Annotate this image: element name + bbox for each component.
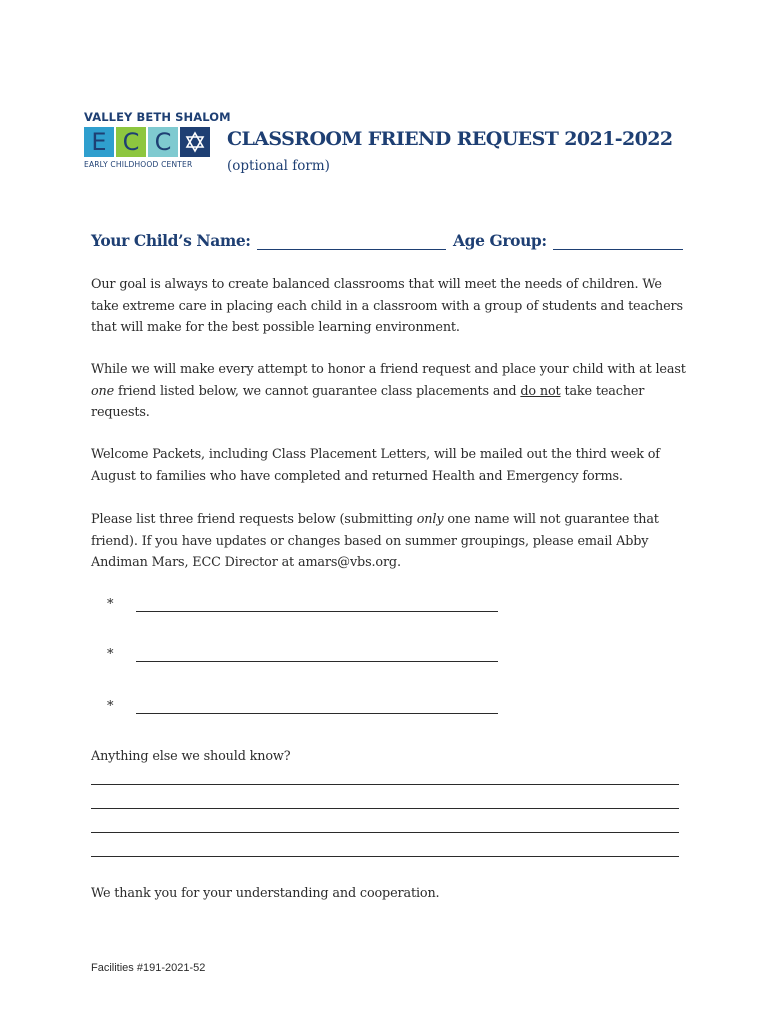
closing-text: We thank you for your understanding and cooperation. [91,886,440,901]
friend-request-1 [107,597,498,612]
logo-letter-boxes [84,127,214,157]
bullet-asterisk: * [107,699,114,714]
age-group-input-line[interactable] [553,234,683,250]
paragraph-goal: Our goal is always to create balanced classrooms that will meet the needs of children. We take extreme care in placing each child in a classroom with a group of students and teachers that will make for the best possible learning environment. [91,277,683,335]
anything-else-question: Anything else we should know? [91,749,291,764]
page-title: CLASSROOM FRIEND REQUEST 2021-2022 [227,128,673,150]
child-name-input-line[interactable] [257,234,446,250]
anything-else-line-3[interactable] [91,832,679,833]
page-subtitle: (optional form) [227,158,330,174]
ecc-logo [84,110,231,176]
bullet-asterisk: * [107,597,114,612]
paragraph-instructions [91,509,691,574]
friend-request-1-line[interactable] [136,600,498,612]
emphasis-only: only [416,512,444,527]
emphasis-one: one [91,383,115,399]
paragraph-text: While we will make every attempt to honor a friend request and place your child with at least [91,362,686,377]
paragraph-text: friend listed below, we cannot guarantee class placements and [114,383,521,399]
anything-else-line-4[interactable] [91,856,679,857]
paragraph-text: take teacher requests. [91,383,645,420]
star-of-david-icon [180,127,210,157]
friend-request-3 [107,699,498,714]
logo-letter-c-second: C [148,127,178,157]
friend-request-2 [107,647,498,662]
child-name-field [91,231,446,250]
anything-else-line-1[interactable] [91,784,679,785]
paragraph-text: one name will not guarantee that friend). If you have updates or changes based on summer groupings, please email Abby Andiman Mars, ECC Director at amars@vbs.org. [91,512,659,570]
logo-letter-c-first: C [116,127,146,157]
paragraph-friend-request-policy [91,359,691,424]
bullet-asterisk: * [107,647,114,662]
friend-request-2-line[interactable] [136,650,498,662]
friend-request-3-line[interactable] [136,702,498,714]
paragraph-welcome-packets: Welcome Packets, including Class Placement Letters, will be mailed out the third week of August to families who have completed and returned Health and Emergency forms. [91,447,660,484]
underline-do-not: do not [520,383,561,399]
footer-form-number: Facilities #191-2021-52 [91,962,206,974]
logo-letter-e: E [84,127,114,157]
anything-else-line-2[interactable] [91,808,679,809]
logo-top-text: VALLEY BETH SHALOM [84,110,231,124]
paragraph-text: Please list three friend requests below (submitting [91,512,417,527]
child-name-label: Your Child’s Name: [91,231,251,250]
age-group-label: Age Group: [453,231,547,250]
age-group-field [453,231,683,250]
logo-bottom-text: EARLY CHILDHOOD CENTER [84,160,193,169]
